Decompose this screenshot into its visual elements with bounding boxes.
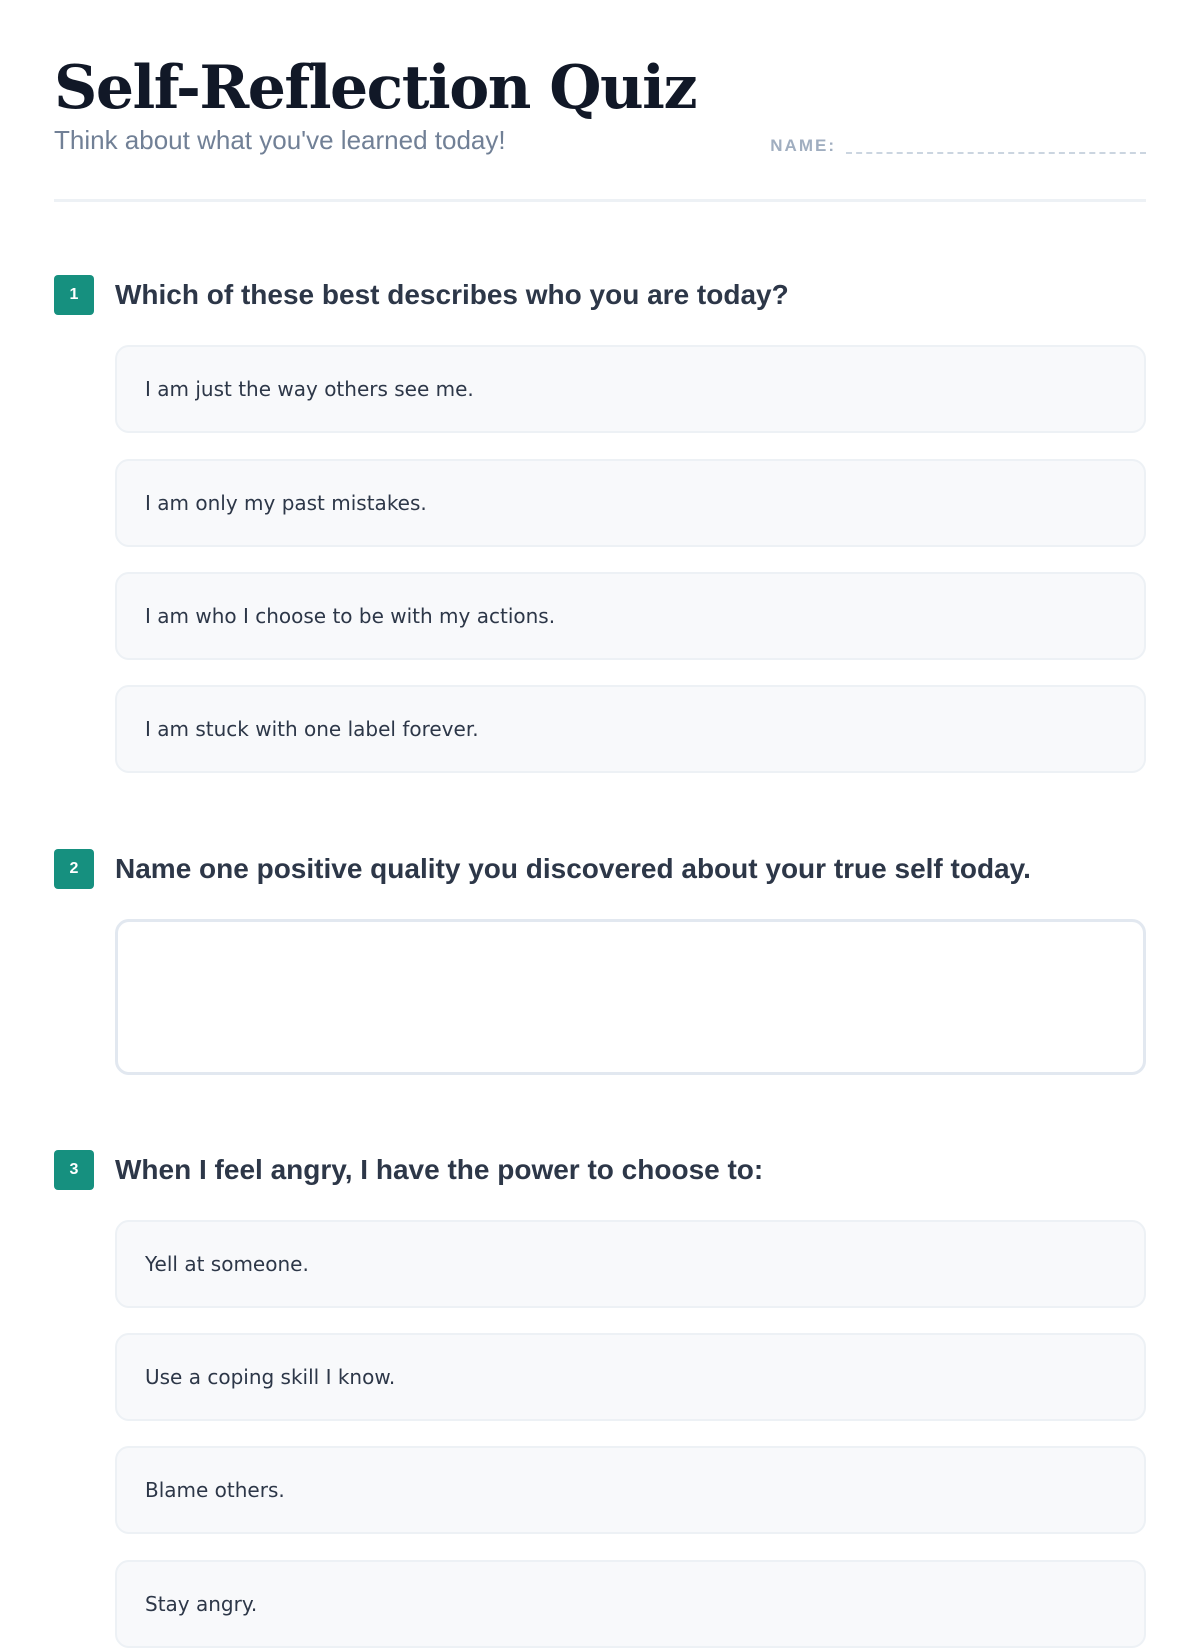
question-3 xyxy=(54,1150,1146,1616)
answer-option[interactable]: I am stuck with one label forever. xyxy=(115,685,1146,773)
answer-option[interactable]: I am just the way others see me. xyxy=(115,345,1146,433)
answer-option[interactable]: I am who I choose to be with my actions. xyxy=(115,572,1146,660)
question-header xyxy=(54,849,1146,889)
question-header xyxy=(54,275,1146,315)
question-header xyxy=(54,1150,1146,1190)
question-number-badge: 3 xyxy=(54,1150,94,1190)
question-2 xyxy=(54,849,1146,889)
question-number-badge: 2 xyxy=(54,849,94,889)
name-field[interactable] xyxy=(770,134,1146,158)
name-blank-line[interactable] xyxy=(846,152,1146,154)
question-1 xyxy=(54,275,1146,741)
answer-option[interactable]: I am only my past mistakes. xyxy=(115,459,1146,547)
answer-text-area[interactable] xyxy=(115,919,1146,1075)
page-subtitle: Think about what you've learned today! xyxy=(54,125,506,155)
answer-option[interactable]: Yell at someone. xyxy=(115,1220,1146,1308)
answer-option[interactable]: Use a coping skill I know. xyxy=(115,1333,1146,1421)
question-text: Name one positive quality you discovered about your true self today. xyxy=(115,853,1031,884)
answer-option[interactable]: Stay angry. xyxy=(115,1560,1146,1648)
question-text: Which of these best describes who you are today? xyxy=(115,279,789,310)
quiz-header xyxy=(54,0,1146,202)
question-text: When I feel angry, I have the power to choose to: xyxy=(115,1154,764,1185)
answer-option[interactable]: Blame others. xyxy=(115,1446,1146,1534)
question-number-badge: 1 xyxy=(54,275,94,315)
page-title: Self-Reflection Quiz xyxy=(54,53,697,123)
name-label: NAME: xyxy=(770,136,836,155)
